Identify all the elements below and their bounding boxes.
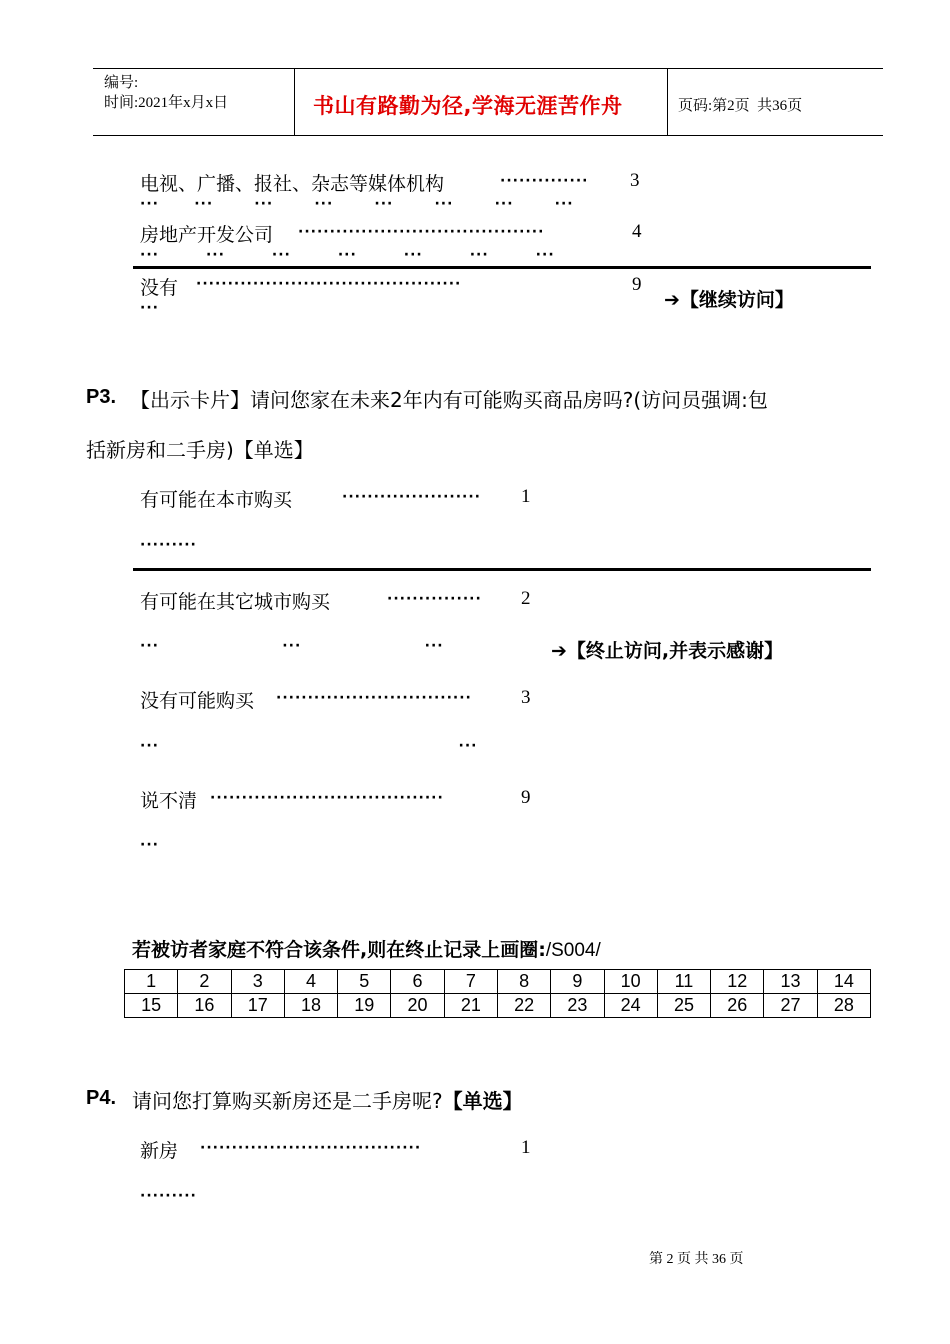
option-leader: ··············· [387,591,482,607]
option-label: 新房 [140,1140,185,1162]
table-cell: 6 [391,970,444,994]
table-cell: 13 [764,970,817,994]
single-choice-tag: 【单选】 [442,1089,523,1113]
option-leader-continued: ········· [140,537,197,553]
terminate-instruction: ➔【终止访问,并表示感谢】 [551,640,784,662]
table-cell: 24 [604,994,657,1018]
option-leader: ····································· [210,790,444,806]
header-page-label: 页码:第2页 共36页 [678,98,803,114]
option-leader-continued: ··· [140,300,159,316]
option-code: 9 [632,274,642,295]
header-top-rule [93,68,883,69]
table-cell: 18 [284,994,337,1018]
header-time-label: 时间:2021年x月x日 [104,95,229,111]
table-cell: 5 [338,970,391,994]
table-row [125,994,871,1018]
terminate-record-text: 若被访者家庭不符合该条件,则在终止记录上画圈:/S004/ [132,939,601,961]
option-leader: ······················ [342,489,482,505]
option-label: 说不清 [140,790,198,812]
option-label: 没有可能购买 [140,690,255,712]
option-code: 9 [521,787,531,808]
option-code: 3 [630,170,640,191]
terminate-record-code: /S004/ [545,940,601,961]
table-cell: 14 [817,970,870,994]
table-cell: 15 [125,994,178,1018]
question-number: P4. [86,1087,117,1109]
option-leader: ······································· [298,224,545,240]
table-cell: 25 [657,994,710,1018]
option-leader: ·········································· [196,276,462,292]
option-code: 2 [521,588,531,609]
table-cell: 27 [764,994,817,1018]
option-leader-continued: ········· [140,1188,197,1204]
table-cell: 7 [444,970,497,994]
option-label: 有可能在其它城市购买 [140,591,337,613]
option-code: 1 [521,486,531,507]
header-bottom-rule [93,135,883,136]
table-cell: 8 [497,970,550,994]
header-divider-2 [667,69,668,135]
option-code: 3 [521,687,531,708]
option-leader: ··································· [200,1140,422,1156]
table-cell: 20 [391,994,444,1018]
option-label: 有可能在本市购买 [140,489,299,511]
option-leader-continued: ··· ··· ··· [140,638,444,654]
table-cell: 10 [604,970,657,994]
table-row [125,970,871,994]
section-rule [133,266,871,269]
table-cell: 26 [711,994,764,1018]
header-motto: 书山有路勤为径,学海无涯苦作舟 [313,94,623,118]
option-label: 电视、广播、报社、杂志等媒体机构 [140,173,445,195]
header-divider-1 [294,69,295,135]
table-cell: 22 [497,994,550,1018]
option-leader-continued: ··· ··· ··· ··· ··· ··· ··· ··· [140,196,574,212]
table-cell: 23 [551,994,604,1018]
option-leader: ······························· [276,690,472,706]
option-label: 房地产开发公司 [140,224,274,246]
question-number: P3. [86,386,117,408]
page-footer: 第 2 页 共 36 页 [649,1252,744,1267]
table-cell: 16 [178,994,231,1018]
option-leader-continued: ··· ··· [140,738,478,754]
question-text-line1: 【出示卡片】请问您家在未来2年内有可能购买商品房吗?(访问员强调:包 [130,388,768,412]
table-cell: 19 [338,994,391,1018]
section-rule [133,568,871,571]
header-code-label: 编号: [104,75,139,91]
option-leader-continued: ··· [140,837,159,853]
table-cell: 9 [551,970,604,994]
table-cell: 1 [125,970,178,994]
option-leader: ·············· [500,173,589,189]
table-cell: 12 [711,970,764,994]
option-code: 1 [521,1137,531,1158]
question-text: 请问您打算购买新房还是二手房呢?【单选】 [132,1089,523,1113]
table-cell: 28 [817,994,870,1018]
table-cell: 2 [178,970,231,994]
terminate-record-table [124,969,871,1018]
table-cell: 3 [231,970,284,994]
question-text-line2: 括新房和二手房)【单选】 [86,438,314,462]
option-label: 没有 [140,277,185,299]
table-cell: 17 [231,994,284,1018]
table-cell: 4 [284,970,337,994]
option-code: 4 [632,221,642,242]
table-cell: 11 [657,970,710,994]
option-leader-continued: ··· ··· ··· ··· ··· ··· ··· [140,247,555,263]
table-cell: 21 [444,994,497,1018]
continue-instruction: ➔【继续访问】 [664,289,794,311]
